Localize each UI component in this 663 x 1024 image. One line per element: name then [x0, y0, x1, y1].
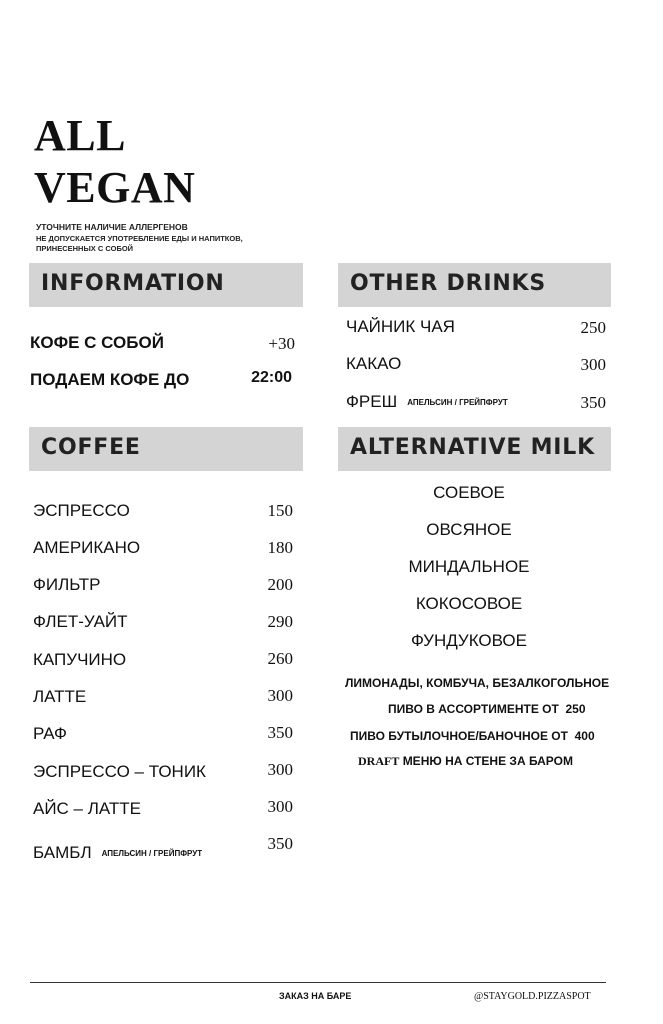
- coffee-price: 350: [267, 834, 293, 853]
- coffee-heading: COFFEE: [41, 435, 141, 460]
- coffee-item: ФЛЕТ-УАЙТ: [33, 612, 128, 631]
- extras-line-1: ЛИМОНАДЫ, КОМБУЧА, БЕЗАЛКОГОЛЬНОЕ: [345, 676, 610, 690]
- footer-divider: [30, 982, 606, 983]
- other-drinks-heading: OTHER DRINKS: [350, 271, 547, 296]
- coffee-header: [29, 427, 303, 471]
- coffee-item: ЛАТТЕ: [33, 687, 87, 706]
- food-policy-note-1: НЕ ДОПУСКАЕТСЯ УПОТРЕБЛЕНИЕ ЕДЫ И НАПИТКОВ,: [36, 234, 243, 243]
- coffee-item: ЭСПРЕССО – ТОНИК: [33, 762, 206, 781]
- footer-order-note: ЗАКАЗ НА БАРЕ: [279, 991, 352, 1001]
- alt-milk-header: [338, 427, 611, 471]
- extras-line-3-text: ПИВО БУТЫЛОЧНОЕ/БАНОЧНОЕ ОТ: [350, 729, 568, 743]
- info-hours-label: ПОДАЕМ КОФЕ ДО: [30, 370, 190, 389]
- information-heading: INFORMATION: [41, 271, 225, 296]
- coffee-price: 300: [267, 760, 293, 779]
- coffee-price: 150: [267, 501, 293, 520]
- title-line-1: ALL: [34, 111, 126, 160]
- coffee-price: 290: [267, 612, 293, 631]
- alt-milk-heading: ALTERNATIVE MILK: [350, 435, 595, 460]
- other-drink-name: ФРЕШ: [346, 392, 398, 411]
- other-drink-price: 250: [580, 318, 606, 337]
- other-drink-sub: АПЕЛЬСИН / ГРЕЙПФРУТ: [407, 398, 508, 408]
- footer-instagram-handle: @STAYGOLD.PIZZASPOT: [474, 991, 591, 1002]
- milk-item: СОЕВОЕ: [433, 483, 505, 502]
- other-drinks-header: [338, 263, 611, 307]
- coffee-item: КАПУЧИНО: [33, 650, 127, 669]
- other-drink-item: КАКАО: [346, 354, 402, 373]
- coffee-item: АМЕРИКАНО: [33, 538, 141, 557]
- coffee-price: 350: [267, 723, 293, 742]
- coffee-price: 300: [267, 686, 293, 705]
- extras-line-4-text: МЕНЮ НА СТЕНЕ ЗА БАРОМ: [402, 754, 573, 768]
- other-drink-item: [346, 392, 508, 412]
- coffee-item: [33, 843, 202, 863]
- milk-item: КОКОСОВОЕ: [415, 594, 523, 613]
- other-drink-price: 350: [580, 393, 606, 412]
- coffee-price: 200: [267, 575, 293, 594]
- coffee-item: РАФ: [33, 724, 67, 743]
- milk-item: ФУНДУКОВОЕ: [410, 631, 527, 650]
- allergen-note: УТОЧНИТЕ НАЛИЧИЕ АЛЛЕРГЕНОВ: [36, 222, 188, 232]
- extras-line-4-draft: DRAFT: [358, 754, 400, 768]
- food-policy-note-2: ПРИНЕСЕННЫХ С СОБОЙ: [36, 244, 134, 253]
- coffee-price: 260: [267, 649, 293, 668]
- title-line-2: VEGAN: [34, 163, 196, 212]
- milk-item: ОВСЯНОЕ: [426, 520, 512, 539]
- coffee-price: 180: [267, 538, 293, 557]
- extras-line-2-price: 250: [565, 702, 586, 716]
- extras-line-2-text: ПИВО В АССОРТИМЕНТЕ ОТ: [388, 702, 559, 716]
- extras-line-2: [388, 702, 586, 716]
- coffee-item: АЙС – ЛАТТЕ: [33, 799, 142, 818]
- information-header: [29, 263, 303, 307]
- coffee-sub: АПЕЛЬСИН / ГРЕЙПФРУТ: [101, 849, 203, 859]
- info-takeaway-value: +30: [268, 334, 295, 353]
- other-drink-price: 300: [580, 355, 606, 374]
- extras-line-4: [358, 754, 573, 769]
- info-takeaway-label: КОФЕ С СОБОЙ: [30, 333, 164, 352]
- coffee-item: ЭСПРЕССО: [33, 501, 130, 520]
- coffee-name: БАМБЛ: [33, 843, 92, 862]
- info-hours-value: 22:00: [251, 369, 292, 386]
- milk-item: МИНДАЛЬНОЕ: [408, 557, 530, 576]
- extras-line-3-price: 400: [574, 729, 595, 743]
- other-drink-item: ЧАЙНИК ЧАЯ: [346, 317, 455, 336]
- extras-line-3: [350, 729, 595, 743]
- coffee-price: 300: [267, 797, 293, 816]
- coffee-item: ФИЛЬТР: [33, 575, 101, 594]
